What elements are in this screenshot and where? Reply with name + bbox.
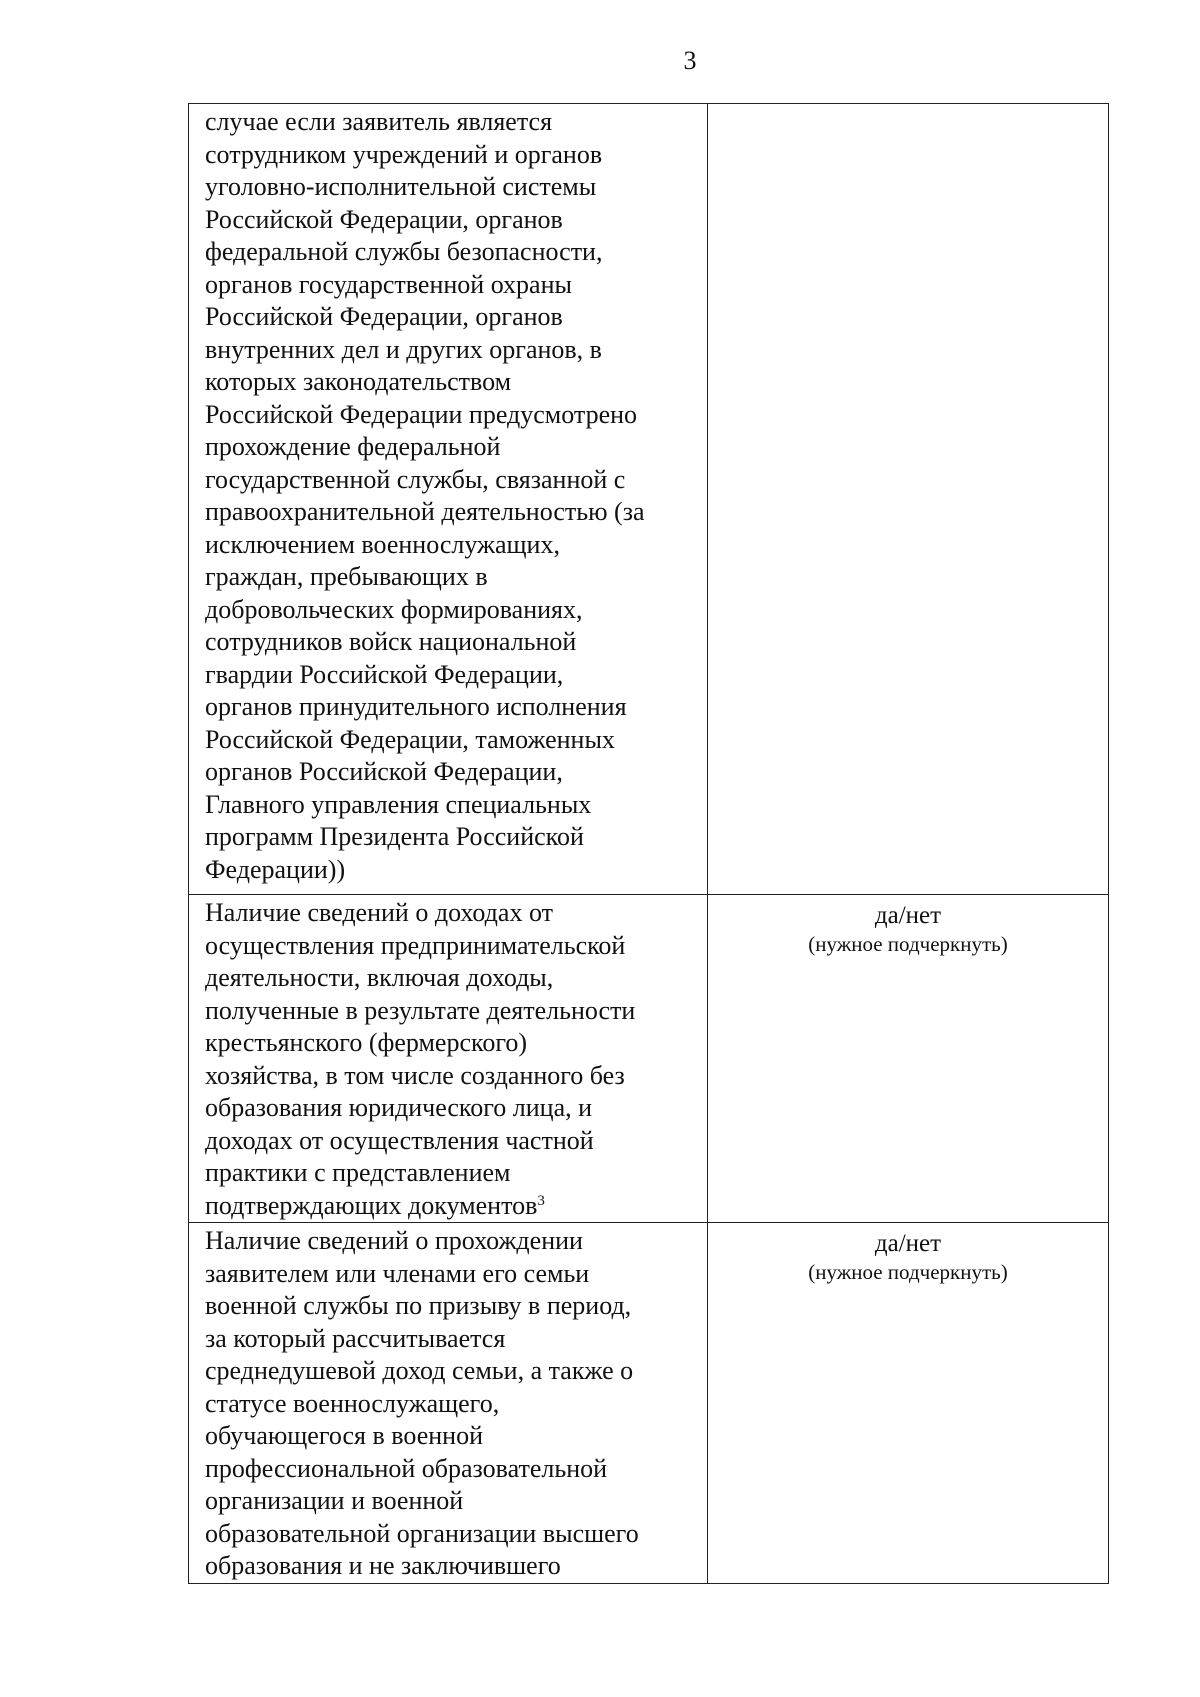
criterion-line-text: осуществления предпринимательской [205,930,626,960]
criterion-line-text: Федерации)) [205,854,346,884]
criterion-line [205,1027,701,1060]
criterion-line-text: которых законодательством [205,367,512,396]
criterion-line [205,1453,701,1486]
criterion-line-text: полученные в результате деятельности [205,995,636,1025]
table-row [189,1223,1109,1584]
criterion-line-text: органов государственной охраны [205,269,572,299]
criterion-line [205,236,701,269]
criterion-line-text: органов принудительного исполнения [205,692,627,721]
criterion-line [205,1125,701,1158]
criterion-line-text: организации и военной [205,1486,464,1515]
criterion-line-text: за который рассчитывается [205,1323,506,1353]
criterion-line [205,626,701,659]
criterion-line-text: прохождение федеральной [205,432,501,461]
answer-cell [708,1223,1109,1584]
answer-block [708,895,1108,957]
criterion-line-text: программ Президента Российской [205,822,584,851]
criterion-line [205,897,701,930]
criterion-line-text: сотрудников войск национальной [205,627,577,656]
criterion-line-text: органов Российской Федерации, [205,757,563,786]
criterion-line [205,464,701,497]
criterion-line [205,431,701,464]
answer-options: да/нет [874,902,942,929]
criterion-line [205,561,701,594]
criterion-line [205,139,701,172]
criterion-line-text: обучающегося в военной [205,1421,483,1450]
criterion-text [189,104,707,886]
criterion-line-text: образовательной организации высшего [205,1518,639,1548]
criterion-line [205,1060,701,1093]
criterion-line-text: деятельности, включая доходы, [205,963,554,992]
criterion-line-text: образования и не заключившего [205,1551,561,1580]
criterion-line-text: хозяйства, в том числе созданного без [205,1060,625,1090]
table-row [189,895,1109,1223]
criterion-line-text: военной службы по призыву в период, [205,1291,632,1320]
criterion-line-text: сотрудником учреждений и органов [205,139,603,169]
answer-block [708,1223,1108,1285]
criterion-line [205,691,701,724]
criterion-line [205,1550,701,1583]
criterion-line [205,334,701,367]
criterion-line-text: государственной службы, связанной с [205,464,626,494]
criterion-line [205,1388,701,1421]
criterion-cell [189,1223,708,1584]
criterion-line [205,1355,701,1388]
criterion-line [205,930,701,963]
criterion-cell [189,104,708,895]
criterion-line [205,821,701,854]
criterion-line-text: Наличие сведений о доходах от [205,898,553,927]
footnote-marker: 3 [537,1192,545,1209]
criterion-line-text: среднедушевой доход семьи, а также о [205,1356,634,1385]
criterion-line [205,756,701,789]
criterion-line [205,366,701,399]
criterion-line [205,724,701,757]
criterion-line-text: уголовно-исполнительной системы [205,172,597,201]
criterion-line [205,106,701,139]
criterion-line [205,1225,701,1258]
criterion-line-text: Наличие сведений о прохождении [205,1226,583,1255]
criterion-line-text: Российской Федерации, таможенных [205,724,615,754]
criterion-line [205,854,701,887]
criterion-line-text: федеральной службы безопасности, [205,237,603,266]
criterion-line [205,1518,701,1551]
criterion-line [205,204,701,237]
criterion-line-text: правоохранительной деятельностью (за [205,497,645,526]
criterion-line-text: Российской Федерации, органов [205,302,563,331]
criterion-line [205,1190,701,1223]
criterion-line-text: внутренних дел и других органов, в [205,334,602,364]
criterion-line [205,1258,701,1291]
criterion-line-text: случае если заявитель является [205,107,553,136]
criterion-line [205,1290,701,1323]
criterion-line-text: образования юридического лица, и [205,1093,593,1122]
answer-instruction: (нужное подчеркнуть) [808,1260,1008,1284]
criterion-line [205,1323,701,1356]
answer-cell [708,895,1109,1223]
criterion-line-text: добровольческих формированиях, [205,594,583,624]
criterion-cell [189,895,708,1223]
criterion-line-text: исключением военнослужащих, [205,529,560,559]
answer-instruction: (нужное подчеркнуть) [808,932,1008,956]
criterion-line-text: заявителем или членами его семьи [205,1258,590,1288]
criterion-line [205,529,701,562]
criterion-line-text: Российской Федерации, органов [205,204,563,234]
criterion-line [205,301,701,334]
criteria-table [188,103,1109,1584]
criterion-line [205,789,701,822]
criterion-line-text: профессиональной образовательной [205,1453,608,1483]
criterion-line [205,962,701,995]
criterion-line-text: подтверждающих документов [205,1190,538,1220]
criterion-line-text: гвардии Российской Федерации, [205,659,564,689]
criterion-line [205,659,701,692]
criterion-line-text: Российской Федерации предусмотрено [205,399,638,429]
criterion-line [205,399,701,432]
criterion-line-text: статусе военнослужащего, [205,1388,500,1418]
criterion-text [189,895,707,1222]
criterion-line-text: граждан, пребывающих в [205,562,488,591]
criterion-line [205,496,701,529]
criterion-line-text: Главного управления специальных [205,789,592,819]
criterion-line [205,269,701,302]
criterion-line [205,1420,701,1453]
criterion-line [205,594,701,627]
criterion-line [205,1092,701,1125]
criterion-text [189,1223,707,1583]
answer-options: да/нет [874,1230,942,1257]
criterion-line-text: практики с представлением [205,1158,511,1187]
criterion-line [205,171,701,204]
criterion-line-text: доходах от осуществления частной [205,1125,594,1155]
criterion-line-text: крестьянского (фермерского) [205,1028,527,1057]
table-row [189,104,1109,895]
answer-cell [708,104,1109,895]
criterion-line [205,1157,701,1190]
page-number: 3 [683,46,697,75]
criterion-line [205,995,701,1028]
criterion-line [205,1485,701,1518]
